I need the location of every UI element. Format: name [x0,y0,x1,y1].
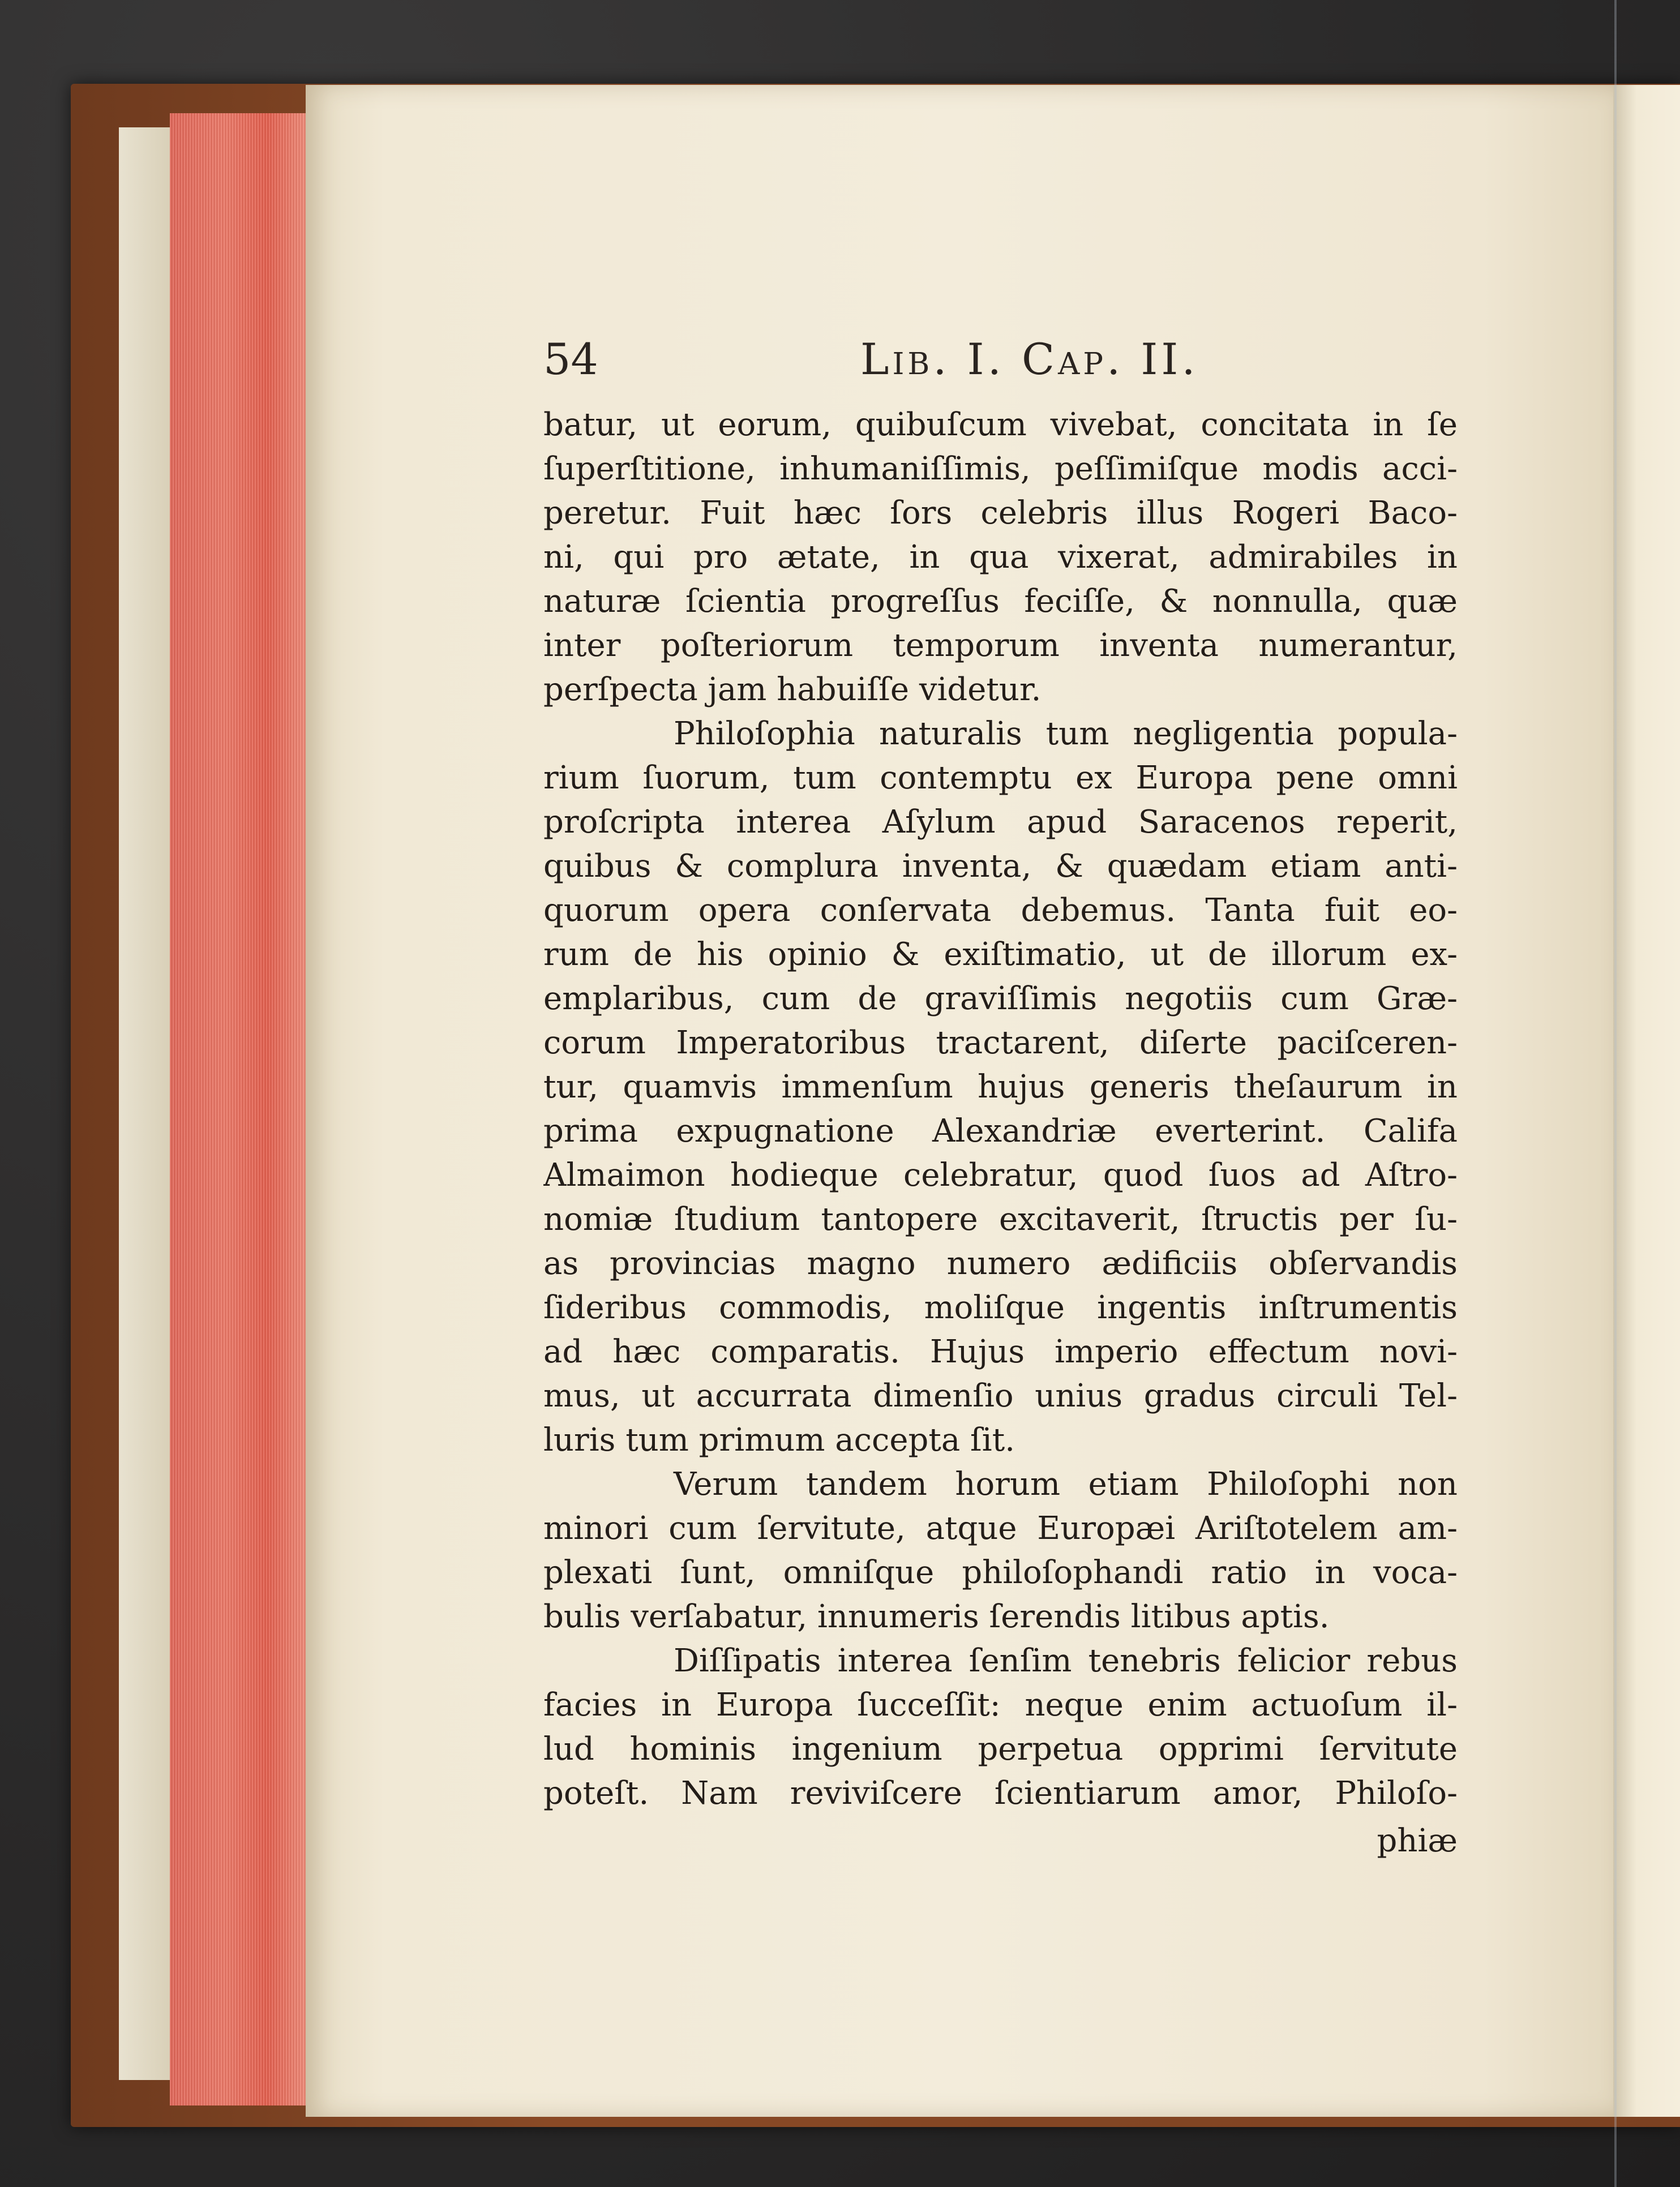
text-line: Philoſophia naturalis tum negligentia popula- [674,715,1458,752]
text-line: emplaribus, cum de graviſſimis negotiis cum Græ- [543,980,1458,1017]
text-line: mus, ut accurrata dimenſio unius gradus circuli Tel- [543,1378,1458,1414]
text-line: ad hæc comparatis. Hujus imperio effectum novi- [543,1333,1458,1370]
text-line: bulis verſabatur, innumeris ſerendis litibus aptis. [543,1598,1330,1635]
glass-edge [1614,0,1617,2187]
text-line: lud hominis ingenium perpetua opprimi ſervitute [543,1731,1458,1768]
text-line: ſuperſtitione, inhumaniſſimis, peſſimiſque modis acci- [543,451,1458,487]
text-line: as provincias magno numero ædificiis obſervandis [543,1245,1458,1282]
text-line: nomiæ ſtudium tantopere excitaverit, ſtructis per ſu- [543,1201,1458,1238]
page-gutter [1613,85,1680,2117]
text-line: quorum opera conſervata debemus. Tanta fuit eo- [543,892,1458,929]
page-header [543,328,1472,396]
text-line: luris tum primum accepta ſit. [543,1422,1015,1459]
running-head: Lib. I. Cap. II. [860,334,1199,384]
text-line: ſideribus commodis, moliſque ingentis inſtrumentis [543,1289,1458,1326]
text-line: poteſt. Nam reviviſcere ſcientiarum amor, Philoſo- [543,1775,1458,1812]
text-line: tur, quamvis immenſum hujus generis theſaurum in [543,1069,1458,1105]
text-line: corum Imperatoribus tractarent, diſerte paciſceren- [543,1024,1458,1061]
text-line: Diſſipatis interea ſenſim tenebris felicior rebus [674,1643,1458,1679]
text-line: rium ſuorum, tum contemptu ex Europa pene omni [543,760,1458,796]
text-line: quibus & complura inventa, & quædam etiam anti- [543,848,1458,885]
text-line: minori cum ſervitute, atque Europæi Ariſtotelem am- [543,1510,1458,1547]
text-line: proſcripta interea Aſylum apud Saracenos reperit, [543,804,1458,841]
text-line: batur, ut eorum, quibuſcum vivebat, concitata in ſe [543,406,1458,443]
text-line: inter poſteriorum temporum inventa numerantur, [543,627,1458,664]
endpaper [119,127,170,2080]
text-line: Verum tandem horum etiam Philoſophi non [674,1466,1458,1503]
text-line: perſpecta jam habuiſſe videtur. [543,671,1042,708]
text-line: facies in Europa ſucceſſit: neque enim actuoſum il- [543,1687,1458,1723]
text-line: naturæ ſcientia progreſſus feciſſe, & nonnulla, quæ [543,583,1458,620]
text-line: rum de his opinio & exiſtimatio, ut de illorum ex- [543,936,1458,973]
body-text [543,403,1458,1863]
text-line: plexati ſunt, omniſque philoſophandi ratio in voca- [543,1554,1458,1591]
page-number: 54 [543,334,598,384]
text-line: ni, qui pro ætate, in qua vixerat, admirabiles in [543,539,1458,576]
catchword: phiæ [1377,1823,1458,1859]
text-line: prima expugnatione Alexandriæ everterint. Califa [543,1113,1458,1150]
red-page-edges [170,113,308,2105]
text-line: Almaimon hodieque celebratur, quod ſuos ad Aſtro- [543,1157,1458,1194]
text-line: peretur. Fuit hæc ſors celebris illus Rogeri Baco- [543,495,1458,531]
